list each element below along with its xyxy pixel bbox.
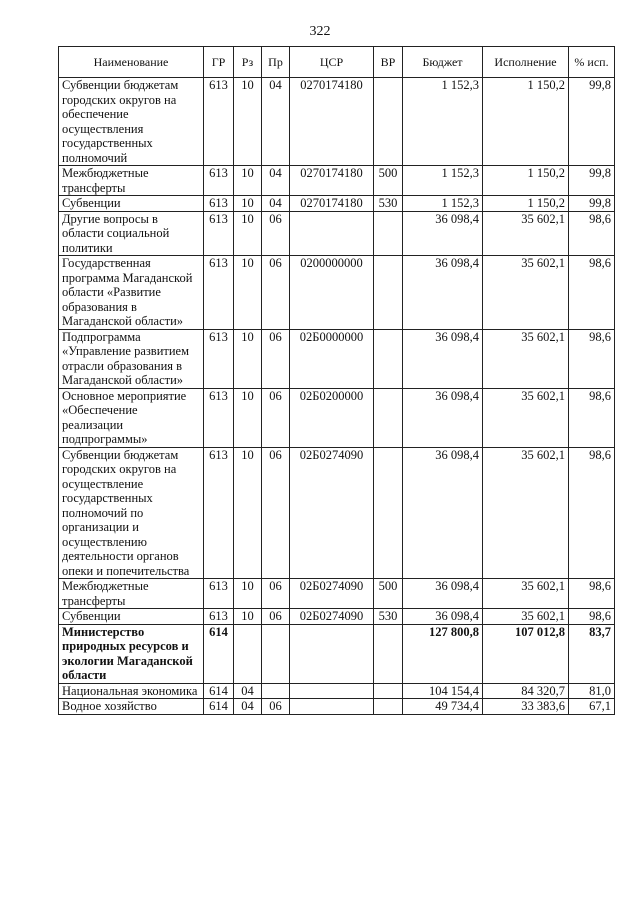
row-budget: 36 098,4 bbox=[403, 256, 483, 330]
row-execution: 35 602,1 bbox=[483, 609, 569, 625]
row-percent: 99,8 bbox=[569, 166, 615, 196]
row-budget: 36 098,4 bbox=[403, 388, 483, 447]
row-csr: 02Б0000000 bbox=[290, 329, 374, 388]
row-name: Другие вопросы в области социальной политики bbox=[59, 211, 204, 256]
row-rz: 10 bbox=[234, 196, 262, 212]
row-gr: 613 bbox=[204, 329, 234, 388]
table-row bbox=[59, 388, 615, 447]
row-csr: 02Б0274090 bbox=[290, 579, 374, 609]
table-row bbox=[59, 447, 615, 579]
row-csr: 0270174180 bbox=[290, 78, 374, 166]
row-name: Основное мероприятие «Обеспечение реализации подпрограммы» bbox=[59, 388, 204, 447]
header-row bbox=[59, 47, 615, 78]
row-pr: 06 bbox=[262, 579, 290, 609]
row-vr bbox=[374, 256, 403, 330]
row-execution: 35 602,1 bbox=[483, 329, 569, 388]
column-header: Пр bbox=[262, 47, 290, 78]
column-header: Бюджет bbox=[403, 47, 483, 78]
row-percent: 81,0 bbox=[569, 683, 615, 699]
table-row bbox=[59, 211, 615, 256]
row-gr: 614 bbox=[204, 624, 234, 683]
row-name: Национальная экономика bbox=[59, 683, 204, 699]
row-percent: 98,6 bbox=[569, 579, 615, 609]
row-vr bbox=[374, 699, 403, 715]
row-csr: 0200000000 bbox=[290, 256, 374, 330]
row-rz bbox=[234, 624, 262, 683]
table-row bbox=[59, 329, 615, 388]
table-row bbox=[59, 699, 615, 715]
row-name: Министерство природных ресурсов и экологии Магаданской области bbox=[59, 624, 204, 683]
row-csr: 02Б0274090 bbox=[290, 609, 374, 625]
row-percent: 98,6 bbox=[569, 609, 615, 625]
table-row bbox=[59, 683, 615, 699]
row-pr: 04 bbox=[262, 166, 290, 196]
row-rz: 10 bbox=[234, 579, 262, 609]
row-budget: 1 152,3 bbox=[403, 78, 483, 166]
row-vr bbox=[374, 683, 403, 699]
row-name: Субвенции бюджетам городских округов на осуществление государственных полномочий по организации и осуществлению деятельности органов опеки и попечительства bbox=[59, 447, 204, 579]
row-vr: 500 bbox=[374, 166, 403, 196]
row-csr bbox=[290, 683, 374, 699]
table-row bbox=[59, 579, 615, 609]
page-number: 322 bbox=[309, 24, 331, 39]
row-csr: 0270174180 bbox=[290, 196, 374, 212]
row-execution: 107 012,8 bbox=[483, 624, 569, 683]
table-row bbox=[59, 609, 615, 625]
row-vr bbox=[374, 447, 403, 579]
row-rz: 10 bbox=[234, 609, 262, 625]
row-vr bbox=[374, 388, 403, 447]
row-pr bbox=[262, 624, 290, 683]
row-pr: 06 bbox=[262, 329, 290, 388]
row-budget: 36 098,4 bbox=[403, 329, 483, 388]
row-execution: 1 150,2 bbox=[483, 78, 569, 166]
column-header: Исполнение bbox=[483, 47, 569, 78]
row-vr: 530 bbox=[374, 609, 403, 625]
table-row bbox=[59, 196, 615, 212]
row-pr: 06 bbox=[262, 609, 290, 625]
table-row bbox=[59, 78, 615, 166]
row-percent: 98,6 bbox=[569, 256, 615, 330]
row-gr: 613 bbox=[204, 447, 234, 579]
row-gr: 613 bbox=[204, 256, 234, 330]
row-rz: 10 bbox=[234, 211, 262, 256]
row-gr: 613 bbox=[204, 609, 234, 625]
row-name: Водное хозяйство bbox=[59, 699, 204, 715]
table-row bbox=[59, 624, 615, 683]
row-rz: 04 bbox=[234, 683, 262, 699]
row-budget: 1 152,3 bbox=[403, 166, 483, 196]
budget-table bbox=[58, 46, 615, 715]
row-percent: 67,1 bbox=[569, 699, 615, 715]
row-pr: 06 bbox=[262, 447, 290, 579]
row-vr: 500 bbox=[374, 579, 403, 609]
row-budget: 49 734,4 bbox=[403, 699, 483, 715]
row-percent: 83,7 bbox=[569, 624, 615, 683]
row-execution: 35 602,1 bbox=[483, 256, 569, 330]
row-gr: 614 bbox=[204, 683, 234, 699]
row-vr bbox=[374, 329, 403, 388]
row-execution: 84 320,7 bbox=[483, 683, 569, 699]
row-pr: 06 bbox=[262, 256, 290, 330]
row-name: Подпрограмма «Управление развитием отрасли образования в Магаданской области» bbox=[59, 329, 204, 388]
row-csr bbox=[290, 624, 374, 683]
row-rz: 10 bbox=[234, 447, 262, 579]
row-gr: 613 bbox=[204, 78, 234, 166]
row-rz: 10 bbox=[234, 256, 262, 330]
row-name: Субвенции bbox=[59, 196, 204, 212]
row-budget: 36 098,4 bbox=[403, 609, 483, 625]
row-pr: 04 bbox=[262, 196, 290, 212]
row-csr: 02Б0274090 bbox=[290, 447, 374, 579]
row-name: Субвенции bbox=[59, 609, 204, 625]
row-gr: 613 bbox=[204, 196, 234, 212]
row-pr: 06 bbox=[262, 211, 290, 256]
row-pr: 06 bbox=[262, 699, 290, 715]
row-csr bbox=[290, 699, 374, 715]
row-vr bbox=[374, 211, 403, 256]
row-vr: 530 bbox=[374, 196, 403, 212]
row-percent: 98,6 bbox=[569, 211, 615, 256]
row-gr: 613 bbox=[204, 166, 234, 196]
row-budget: 104 154,4 bbox=[403, 683, 483, 699]
row-csr bbox=[290, 211, 374, 256]
row-execution: 35 602,1 bbox=[483, 579, 569, 609]
row-rz: 10 bbox=[234, 166, 262, 196]
row-vr bbox=[374, 78, 403, 166]
row-rz: 04 bbox=[234, 699, 262, 715]
row-budget: 36 098,4 bbox=[403, 447, 483, 579]
table-row bbox=[59, 256, 615, 330]
column-header: ГР bbox=[204, 47, 234, 78]
row-execution: 1 150,2 bbox=[483, 166, 569, 196]
row-percent: 98,6 bbox=[569, 388, 615, 447]
row-execution: 33 383,6 bbox=[483, 699, 569, 715]
row-name: Государственная программа Магаданской области «Развитие образования в Магаданской области» bbox=[59, 256, 204, 330]
row-execution: 1 150,2 bbox=[483, 196, 569, 212]
row-rz: 10 bbox=[234, 329, 262, 388]
row-budget: 127 800,8 bbox=[403, 624, 483, 683]
row-execution: 35 602,1 bbox=[483, 211, 569, 256]
row-name: Субвенции бюджетам городских округов на обеспечение осуществления государственных полномочий bbox=[59, 78, 204, 166]
row-pr: 06 bbox=[262, 388, 290, 447]
row-pr: 04 bbox=[262, 78, 290, 166]
row-execution: 35 602,1 bbox=[483, 388, 569, 447]
row-pr bbox=[262, 683, 290, 699]
row-budget: 36 098,4 bbox=[403, 579, 483, 609]
column-header: % исп. bbox=[569, 47, 615, 78]
table-row bbox=[59, 166, 615, 196]
row-name: Межбюджетные трансферты bbox=[59, 579, 204, 609]
row-vr bbox=[374, 624, 403, 683]
row-percent: 99,8 bbox=[569, 196, 615, 212]
row-gr: 613 bbox=[204, 211, 234, 256]
row-rz: 10 bbox=[234, 388, 262, 447]
row-csr: 0270174180 bbox=[290, 166, 374, 196]
column-header: Наименование bbox=[59, 47, 204, 78]
column-header: ВР bbox=[374, 47, 403, 78]
row-percent: 98,6 bbox=[569, 447, 615, 579]
row-budget: 1 152,3 bbox=[403, 196, 483, 212]
row-gr: 613 bbox=[204, 579, 234, 609]
row-percent: 98,6 bbox=[569, 329, 615, 388]
row-name: Межбюджетные трансферты bbox=[59, 166, 204, 196]
row-budget: 36 098,4 bbox=[403, 211, 483, 256]
row-gr: 613 bbox=[204, 388, 234, 447]
row-gr: 614 bbox=[204, 699, 234, 715]
row-csr: 02Б0200000 bbox=[290, 388, 374, 447]
column-header: Рз bbox=[234, 47, 262, 78]
row-execution: 35 602,1 bbox=[483, 447, 569, 579]
row-rz: 10 bbox=[234, 78, 262, 166]
row-percent: 99,8 bbox=[569, 78, 615, 166]
column-header: ЦСР bbox=[290, 47, 374, 78]
